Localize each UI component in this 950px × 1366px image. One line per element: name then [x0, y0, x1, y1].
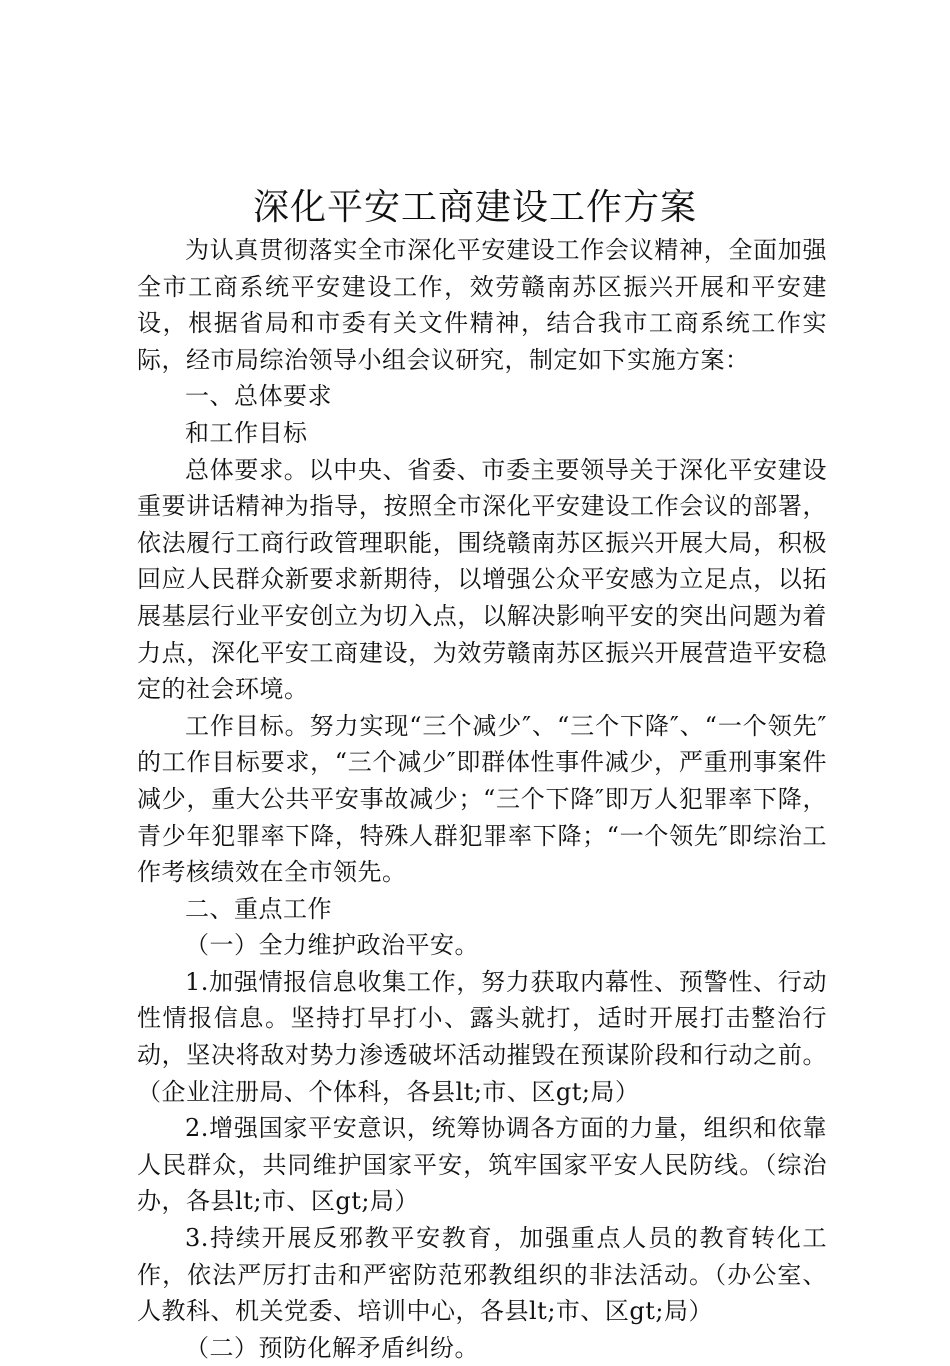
paragraph-work-goals: 工作目标。努力实现“三个减少″、“三个下降″、“一个领先″的工作目标要求，“三个减少″即群体性事件减少，严重刑事案件减少，重大公共平安事故减少；“三个下降″即万人犯罪率下降，青少年犯罪率下降，特殊人群犯罪率下降；“一个领先″即综治工作考核绩效在全市领先。 — [137, 711, 827, 887]
heading-section-1-cont: 和工作目标 — [185, 418, 308, 447]
list-item-2: 2.增强国家平安意识，统筹协调各方面的力量，组织和依靠人民群众，共同维护国家平安，筑牢国家平安人民防线。（综治办，各县lt;市、区gt;局） — [137, 1114, 827, 1216]
subheading-political-security: （一）全力维护政治平安。 — [185, 931, 479, 960]
document-title: 深化平安工商建设工作方案 — [252, 187, 697, 228]
heading-section-2: 二、重点工作 — [185, 894, 332, 923]
list-item-1: 1.加强情报信息收集工作，努力获取内幕性、预警性、行动性情报信息。坚持打早打小、露头就打，适时开展打击整治行动，坚决将敌对势力渗透破坏活动摧毁在预谋阶段和行动之前。（企业注册局、个体科，各县lt;市、区gt;局） — [137, 967, 827, 1106]
subheading-dispute-prevention: （二）预防化解矛盾纠纷。 — [185, 1333, 479, 1362]
paragraph-intro: 为认真贯彻落实全市深化平安建设工作会议精神，全面加强全市工商系统平安建设工作，效劳赣南苏区振兴开展和平安建设，根据省局和市委有关文件精神，结合我市工商系统工作实际，经市局综治领导小组会议研究，制定如下实施方案： — [137, 236, 827, 374]
paragraph-general-requirements: 总体要求。以中央、省委、市委主要领导关于深化平安建设重要讲话精神为指导，按照全市深化平安建设工作会议的部署，依法履行工商行政管理职能，围绕赣南苏区振兴开展大局，积极回应人民群众新要求新期待，以增强公众平安感为立足点，以拓展基层行业平安创立为切入点，以解决影响平安的突出问题为着力点，深化平安工商建设，为效劳赣南苏区振兴开展营造平安稳定的社会环境。 — [137, 455, 827, 704]
list-item-3: 3.持续开展反邪教平安教育，加强重点人员的教育转化工作，依法严厉打击和严密防范邪教组织的非法活动。（办公室、人教科、机关党委、培训中心，各县lt;市、区gt;局） — [137, 1224, 827, 1326]
heading-section-1: 一、总体要求 — [185, 382, 332, 411]
document-body — [137, 232, 827, 1366]
